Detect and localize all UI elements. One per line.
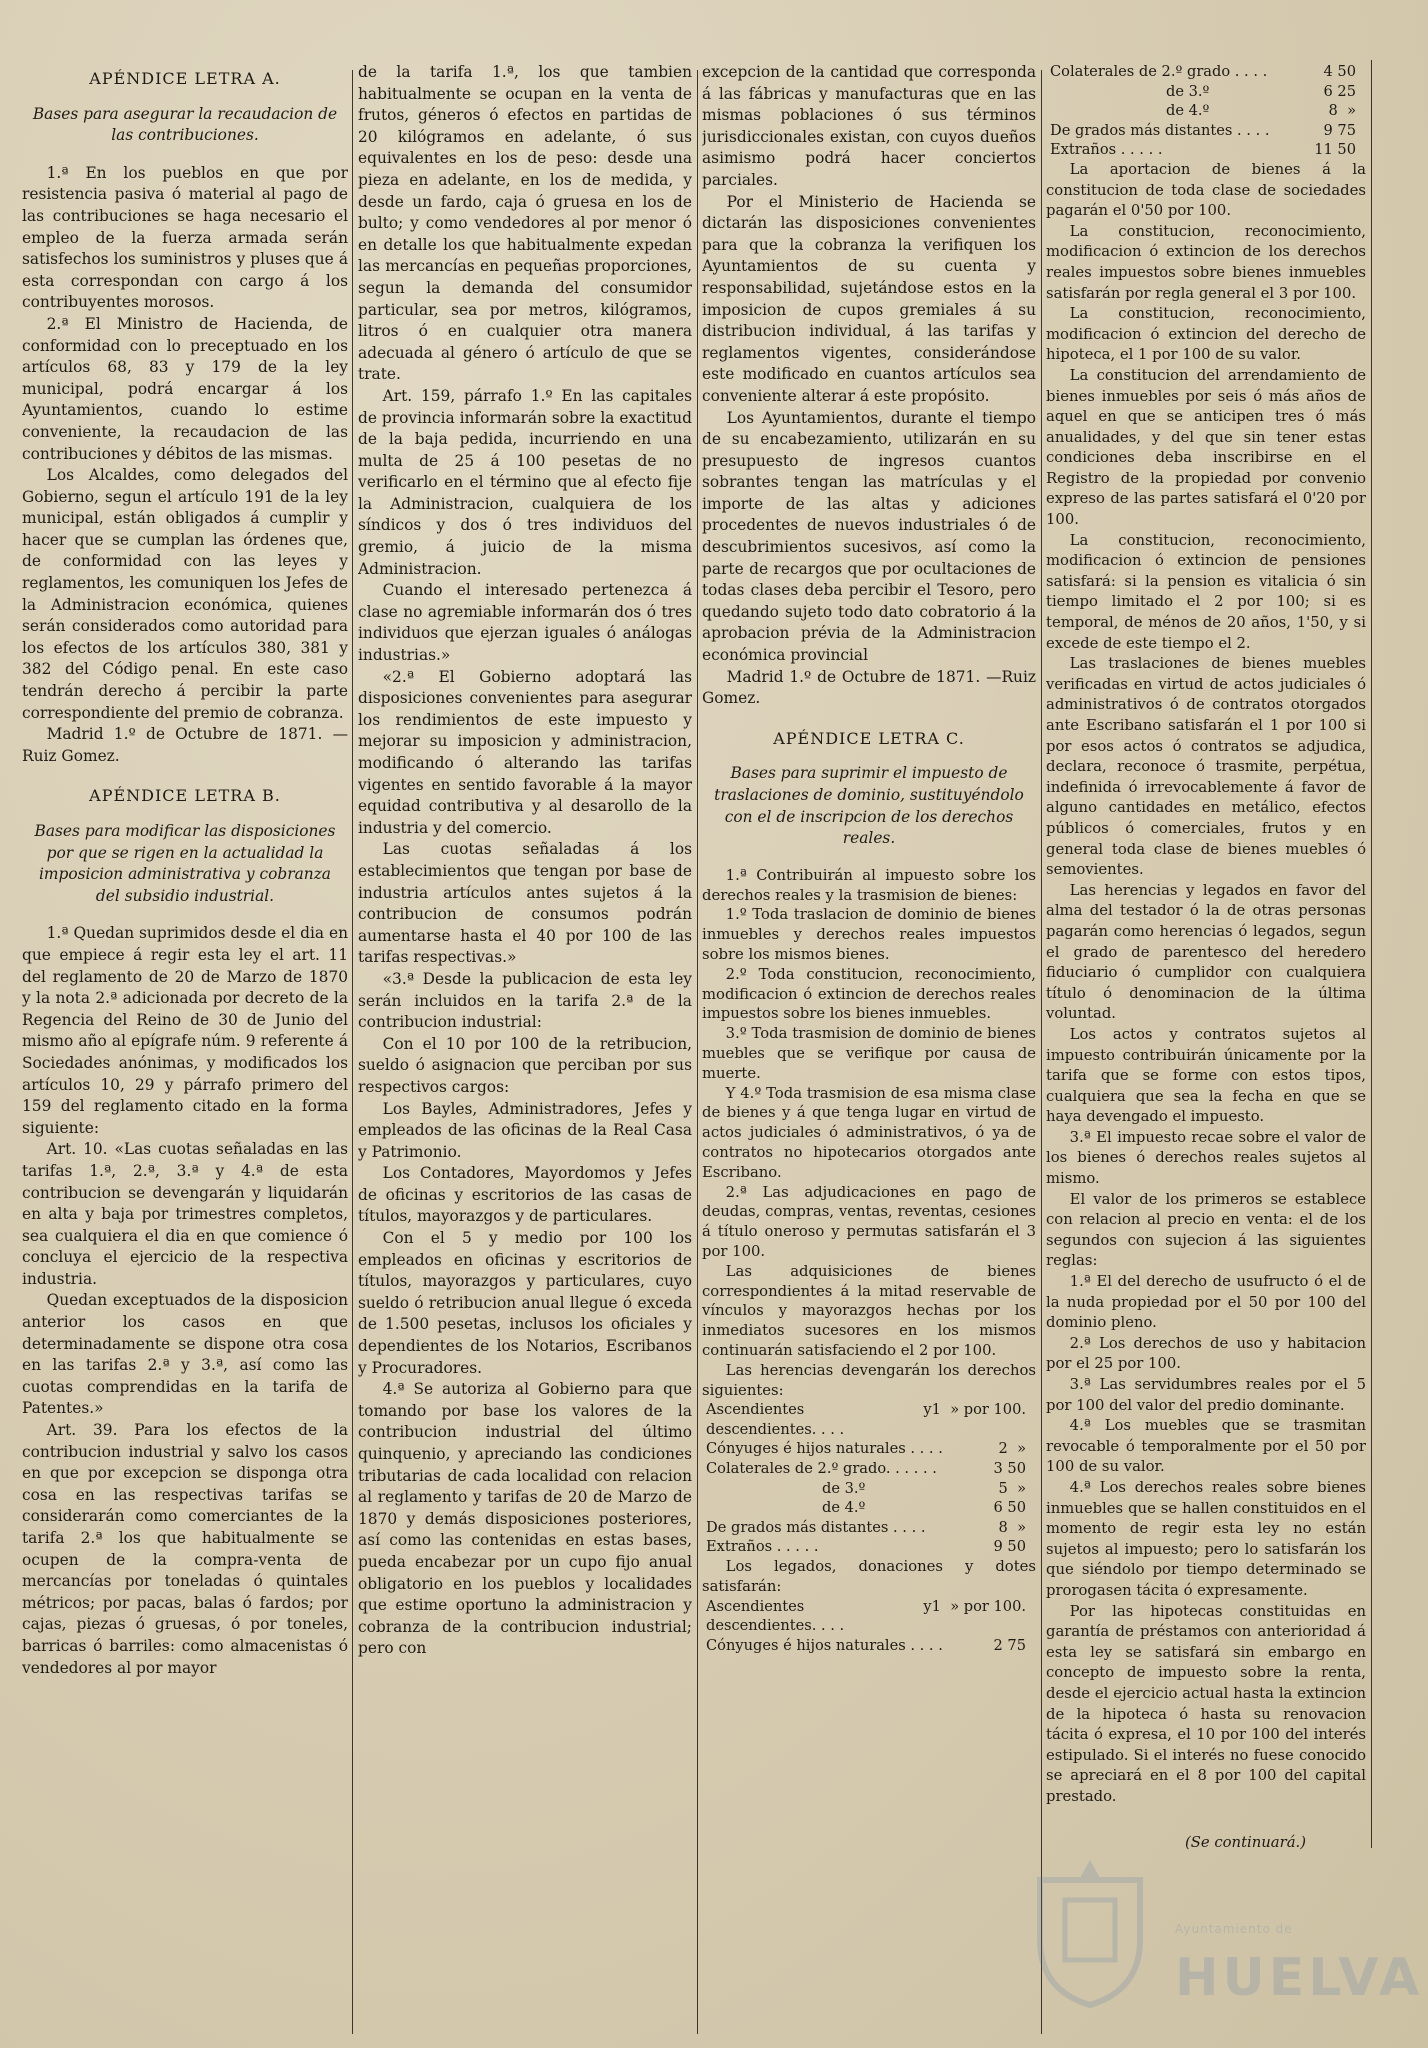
signature: Madrid 1.º de Octubre de 1871. —Ruiz Gomez. <box>702 667 1036 708</box>
paragraph: La constitucion del arrendamiento de bienes inmuebles por seis ó más años de aquel en que se anticipen tres ó más anualidades, y del que sin tener estas condiciones deba inscribirse en el Registro de la propiedad por convenio expreso de las partes satisfará el 0'20 por 100. <box>1046 366 1366 529</box>
rates-table-herencias <box>702 1400 1036 1557</box>
rate-value: 2 75 <box>993 1636 1026 1654</box>
paragraph: Art. 10. «Las cuotas señaladas en las tarifas 1.ª, 2.ª, 3.ª y 4.ª de esta contribucion se devengarán y liquidarán en alta y baja por trimestres completos, sea cualquiera el dia en que comience ó concluya el ejercicio de la respectiva industria. <box>22 1140 348 1288</box>
rate-value: 6 25 <box>1323 82 1356 100</box>
appendix-b-subtitle: Bases para modificar las disposiciones por que se rigen en la actualidad la imposicion administrativa y cobranza del subsidio industrial. <box>34 822 336 905</box>
rate-value: 9 75 <box>1323 121 1356 139</box>
paragraph: Los Contadores, Mayordomos y Jefes de oficinas y escritorios de las casas de títulos, mayorazgos y de particulares. <box>358 1164 692 1226</box>
rate-value: 4 50 <box>1323 63 1356 80</box>
rate-label: de 3.º <box>822 1479 866 1497</box>
rate-value: 5 » <box>998 1479 1026 1497</box>
rate-value: 1 » por 100. <box>931 1401 1026 1419</box>
paragraph: 2.ª Los derechos de uso y habitacion por el 25 por 100. <box>1046 1334 1366 1373</box>
paragraph: 2.ª El Ministro de Hacienda, de conformidad con lo preceptuado en los artículos 68, 83 y 179 de la ley municipal, podrá encargar á los Ayuntamientos, cuando lo estime conveniente, la recaudacion de las contribuciones y débitos de las mismas. <box>22 314 348 463</box>
rate-row <box>1046 82 1366 102</box>
paragraph: Art. 159, párrafo 1.º En las capitales de provincia informarán sobre la exactitud de la baja pedida, incurriendo en una multa de 25 á 100 pesetas de no verificarlo en el término que al efecto fije la Administracion, cualquiera de los síndicos y dos ó tres individuos del gremio, á juicio de la misma Administracion. <box>358 386 692 578</box>
paragraph: Los Bayles, Administradores, Jefes y empleados de las oficinas de la Real Casa y Patrimonio. <box>358 1099 692 1161</box>
paragraph: Los Alcaldes, como delegados del Gobierno, segun el artículo 191 de la ley municipal, están obligados á cumplir y hacer que se cumplan las órdenes que, de conformidad con las leyes y reglamentos, les comuniquen los Jefes de la Administracion económica, quienes serán considerados como autoridad para los efectos de los artículos 380, 381 y 382 del Código penal. En este caso tendrán derecho á percibir la parte correspondiente del premio de cobranza. <box>22 466 348 722</box>
rate-label: Ascendientes y descendientes. . . . <box>706 1401 932 1438</box>
paragraph: Los actos y contratos sujetos al impuesto contribuirán únicamente por la tarifa que se forme con estos tipos, cualquiera que sea la fecha en que se haya devengado el impuesto. <box>1046 1025 1366 1126</box>
rates-table-legados <box>702 1597 1036 1656</box>
rate-row <box>702 1439 1036 1459</box>
rate-row <box>702 1498 1036 1518</box>
rate-label: Colaterales de 2.º grado. . . . . . <box>706 1460 937 1478</box>
paragraph: Las herencias y legados en favor del alma del testador ó la de otras personas pagarán como herencias ó legados, segun el grado de parentesco del heredero fiduciario ó cumplidor con cualquiera título ó denominacion de la última voluntad. <box>1046 881 1366 1023</box>
paragraph: Con el 5 y medio por 100 los empleados en oficinas y escritorios de títulos, mayorazgos y particulares, cuyo sueldo ó retribucion anual llegue ó exceda de 1.500 pesetas, inclusos los oficiales y dependientes de los Notarios, Escribanos y Procuradores. <box>358 1229 692 1377</box>
stamp-word: HUELVA <box>1175 1948 1424 2008</box>
paragraph: Los Ayuntamientos, durante el tiempo de su encabezamiento, utilizarán en su presupuesto de ingresos cuantos sobrantes tengan las matrículas y el importe de las altas y adiciones procedentes de nuevos industriales ó de descubrimientos sucesivos, así como la parte de recargos que por ocultaciones de todas clases deba percibir el Tesoro, pero quedando sujeto todo dato cobratorio á la aprobacion prévia de la Administracion económica provincial <box>702 408 1036 665</box>
paragraph: La aportacion de bienes á la constitucion de toda clase de sociedades pagarán el 0'50 por 100. <box>1046 160 1366 220</box>
paragraph: Art. 39. Para los efectos de la contribucion industrial y salvo los casos en que por excepcion se disponga otra cosa en las respectivas tarifas se considerarán como comerciantes de la tarifa 2.ª los que habitualmente se ocupen de la compra-venta de mercancías por toneladas ó quintales métricos; por pacas, balas ó fardos; por cajas, piezas ó gruesas, ó por toneles, barricas ó barriles: como almacenistas ó vendedores al por mayor <box>22 1421 348 1677</box>
paragraph: «3.ª Desde la publicacion de esta ley serán incluidos en la tarifa 2.ª de la contribucion industrial: <box>358 969 692 1032</box>
column-rule <box>352 70 353 2034</box>
paragraph: «2.ª El Gobierno adoptará las disposiciones convenientes para asegurar los rendimientos de este impuesto y mejorar su imposicion y administracion, modificando ó alterando las tarifas vigentes en sentido favorable á la mayor equidad contributiva y al desarollo de la industria y del comercio. <box>358 667 692 837</box>
column-rule <box>697 70 698 2034</box>
paragraph: La constitucion, reconocimiento, modificacion ó extincion del derecho de hipoteca, el 1 por 100 de su valor. <box>1046 305 1366 364</box>
paragraph: Las adquisiciones de bienes correspondientes á la mitad reservable de vínculos y mayorazgos hechas por los inmediatos sucesores en los mismos continuarán satisfaciendo el 2 por 100. <box>702 1262 1036 1359</box>
paragraph: excepcion de la cantidad que corresponda á las fábricas y manufacturas que en las mismas poblaciones ó sus términos jurisdiccionales existan, con cuyos dueños asimismo podrá hacer conciertos parciales. <box>702 63 1036 189</box>
rate-row <box>702 1597 1036 1636</box>
column-rule <box>1371 60 1372 1848</box>
rate-value: 11 50 <box>1314 141 1356 159</box>
paragraph: 2.º Toda constitucion, reconocimiento, modificacion ó extincion de derechos reales impuestos sobre los bienes inmuebles. <box>702 965 1036 1023</box>
appendix-c-heading: APÉNDICE LETRA C. <box>773 728 965 748</box>
rate-label: de 3.º <box>1166 82 1210 100</box>
appendix-c-subtitle: Bases para suprimir el impuesto de traslaciones de dominio, sustituyéndolo con el de inscripcion de los derechos reales. <box>714 764 1024 848</box>
column-3 <box>702 62 1036 2028</box>
rate-value: 9 50 <box>993 1538 1026 1556</box>
crest-icon <box>1025 1860 1155 2010</box>
rate-row <box>702 1400 1036 1439</box>
paragraph: Cuando el interesado pertenezca á clase no agremiable informarán dos ó tres individuos que ejerzan iguales ó análogas industrias.» <box>358 581 692 665</box>
paragraph: La constitucion, reconocimiento, modificacion ó extincion de pensiones satisfará: si la pension es vitalicia ó sin tiempo limitado el 2 por 100; si es temporal, de ménos de 20 años, 1'50, y si excede de este tiempo el 2. <box>1046 531 1366 652</box>
paragraph: 3.ª El impuesto recae sobre el valor de los bienes ó derechos reales sujetos al mismo. <box>1046 1128 1366 1188</box>
column-rule <box>1041 70 1042 2034</box>
paragraph: 1.º Toda traslacion de dominio de bienes inmuebles y derechos reales impuestos sobre los mismos bienes. <box>702 906 1036 963</box>
paragraph: Las traslaciones de bienes muebles verificadas en virtud de actos judiciales ó administrativos ó de contratos otorgados ante Escribano satisfarán el 1 por 100 si por esos actos ó contratos se adjudica, declara, reconoce ó trasmite, perpétua, indefinida ó irrevocablemente á favor de alguno cantidades en metálico, efectos públicos ó comerciales, frutos y en general toda clase de bienes muebles ó semovientes. <box>1046 655 1366 879</box>
rates-table-legados-cont <box>1046 62 1366 160</box>
paragraph: 1.ª En los pueblos en que por resistencia pasiva ó material al pago de las contribuciones se haga necesario el empleo de la fuerza armada serán satisfechos los suministros y pluses que á esta correspondan con cargo á los contribuyentes morosos. <box>22 163 348 312</box>
paragraph: de la tarifa 1.ª, los que tambien habitualmente se ocupan en la venta de frutos, géneros ó efectos en partidas de 20 kilógramos en adelante, ó sus equivalentes en los de peso: desde una pieza en adelante, en los de medida, y desde un fardo, caja ó gruesa en los de bulto; y como vendedores al por menor ó en detalle los que habitualmente expedan las mercancías en pequeñas proporciones, segun la demanda del consumidor particular, sea por metros, kilógramos, litros ó en cualquier otra manera adecuada al género ó artículo de que se trate. <box>358 63 692 384</box>
paragraph: Las cuotas señaladas á los establecimientos que tengan por base de industria artículos antes sujetos á la contribucion de consumos podrán aumentarse hasta el 40 por 100 de las tarifas respectivas.» <box>358 840 692 967</box>
appendix-b-heading: APÉNDICE LETRA B. <box>89 786 281 806</box>
rate-value: 2 » <box>998 1440 1026 1458</box>
paragraph: Y 4.º Toda trasmision de esa misma clase de bienes y á que tenga lugar en virtud de actos judiciales ó administrativos, ó ya de contratos no hipotecarios otorgados ante Escribano. <box>702 1084 1036 1181</box>
paragraph: Quedan exceptuados de la disposicion anterior los casos en que determinadamente se dispone otra cosa en las tarifas 2.ª y 3.ª, así como las cuotas comprendidas en la tarifa de Patentes.» <box>22 1291 348 1418</box>
rate-value: 1 » por 100. <box>931 1597 1026 1615</box>
archive-watermark <box>1025 1860 1424 2010</box>
rate-label: Extraños . . . . . <box>706 1538 819 1556</box>
paragraph: Los legados, donaciones y dotes satisfarán: <box>702 1558 1036 1595</box>
signature: Madrid 1.º de Octubre de 1871. —Ruiz Gomez. <box>22 725 348 765</box>
paragraph: 2.ª Las adjudicaciones en pago de deudas, compras, ventas, reventas, cesiones á título oneroso y permutas satisfarán el 3 por 100. <box>702 1183 1036 1260</box>
paragraph: 4.ª Los derechos reales sobre bienes inmuebles que se hallen constituidos en el momento de regir esta ley no están sujetos al impuesto; pero lo satisfarán los que siéndolo por tiempo determinado se prorogasen tácita ó expresamente. <box>1046 1478 1366 1599</box>
rate-row <box>702 1636 1036 1656</box>
rate-label: Colaterales de 2.º grado . . . . <box>1050 63 1268 80</box>
appendix-a-heading: APÉNDICE LETRA A. <box>89 69 281 88</box>
stamp-small-text: Ayuntamiento de <box>1175 1922 1293 1936</box>
column-4 <box>1046 62 1366 2028</box>
rate-row <box>702 1459 1036 1479</box>
rate-row <box>1046 121 1366 141</box>
column-2 <box>358 62 692 2028</box>
rate-row <box>702 1479 1036 1499</box>
paragraph: 4.ª Los muebles que se trasmitan revocable ó temporalmente por el 50 por 100 de su valor. <box>1046 1417 1366 1476</box>
rate-label: Ascendientes y descendientes. . . . <box>706 1597 932 1635</box>
rate-row <box>1046 62 1366 82</box>
rate-label: Cónyuges é hijos naturales . . . . <box>706 1636 943 1654</box>
rate-label: de 4.º <box>1166 102 1210 120</box>
paragraph: Las herencias devengarán los derechos siguientes: <box>702 1361 1036 1399</box>
paragraph: 4.ª Se autoriza al Gobierno para que tomando por base los valores de la contribucion industrial del último quinquenio, y apreciando las condiciones tributarias de cada localidad con relacion al reglamento y tarifas de 20 de Marzo de 1870 y demás disposiciones posteriores, así como las contenidas en estas bases, pueda encabezar por un cupo fijo anual obligatorio en los pueblos y localidades que estime oportuno la administracion y cobranza de la contribucion industrial; pero con <box>358 1380 692 1658</box>
rate-label: de 4.º <box>822 1499 866 1517</box>
paragraph: La constitucion, reconocimiento, modificacion ó extincion de los derechos reales impuestos sobre bienes inmuebles satisfarán por regla general el 3 por 100. <box>1046 222 1366 302</box>
rate-row <box>702 1518 1036 1538</box>
appendix-a-subtitle: Bases para asegurar la recaudacion de las contribuciones. <box>32 104 338 145</box>
rate-label: Cónyuges é hijos naturales . . . . <box>706 1440 943 1458</box>
rate-label: De grados más distantes . . . . <box>1050 121 1270 139</box>
paragraph: 3.º Toda trasmision de dominio de bienes muebles que se verifique por causa de muerte. <box>702 1025 1036 1082</box>
rate-value: 3 50 <box>993 1460 1026 1478</box>
paragraph: 1.ª Quedan suprimidos desde el dia en que empiece á regir esta ley el art. 11 del reglamento de 20 de Marzo de 1870 y la nota 2.ª adicionada por decreto de la Regencia del Reino de 30 de Junio del mismo año al epígrafe núm. 9 referente á Sociedades anónimas, y modificados los artículos 10, 29 y párrafo primero del 159 del reglamento citado en la forma siguiente: <box>22 924 348 1137</box>
rate-label: Extraños . . . . . <box>1050 141 1163 159</box>
paragraph: Con el 10 por 100 de la retribucion, sueldo ó asignacion que perciban por sus respectivos cargos: <box>358 1034 692 1096</box>
paragraph: El valor de los primeros se establece con relacion al precio en venta: el de los segundos con sujecion á las siguientes reglas: <box>1046 1190 1366 1270</box>
paragraph: Por el Ministerio de Hacienda se dictarán las disposiciones convenientes para que la cobranza la verifiquen los Ayuntamientos de su cuenta y responsabilidad, sujetándose estos en la imposicion de cupos gremiales á su distribucion individual, á las tarifas y reglamentos vigentes, considerándose este modificado en cuantos artículos sea conveniente alterar á este propósito. <box>702 192 1036 405</box>
paragraph: 3.ª Las servidumbres reales por el 5 por 100 del valor del predio dominante. <box>1046 1376 1366 1414</box>
paragraph: Por las hipotecas constituidas en garantía de préstamos con anterioridad á esta ley se satisfará sin embargo en concepto de impuesto sobre la renta, desde el ejercicio actual hasta la extincion de la hipoteca ó hasta su renovacion tácita ó expresa, el 10 por 100 del interés estipulado. Si el interés no fuese conocido se apreciará en el 8 por 100 del capital prestado. <box>1046 1602 1366 1805</box>
column-1 <box>22 62 348 2028</box>
rate-label: De grados más distantes . . . . <box>706 1518 926 1536</box>
rate-row <box>702 1537 1036 1557</box>
paragraph: 1.ª Contribuirán al impuesto sobre los derechos reales y la trasmision de bienes: <box>702 866 1036 904</box>
continued-note: (Se continuará.) <box>1184 1834 1306 1852</box>
rate-row <box>1046 140 1366 160</box>
rate-row <box>1046 101 1366 121</box>
rate-value: 8 » <box>998 1518 1026 1536</box>
rate-value: 6 50 <box>993 1499 1026 1517</box>
paragraph: 1.ª El del derecho de usufructo ó el de la nuda propiedad por el 50 por 100 del dominio pleno. <box>1046 1273 1366 1332</box>
rate-value: 8 » <box>1328 102 1356 120</box>
